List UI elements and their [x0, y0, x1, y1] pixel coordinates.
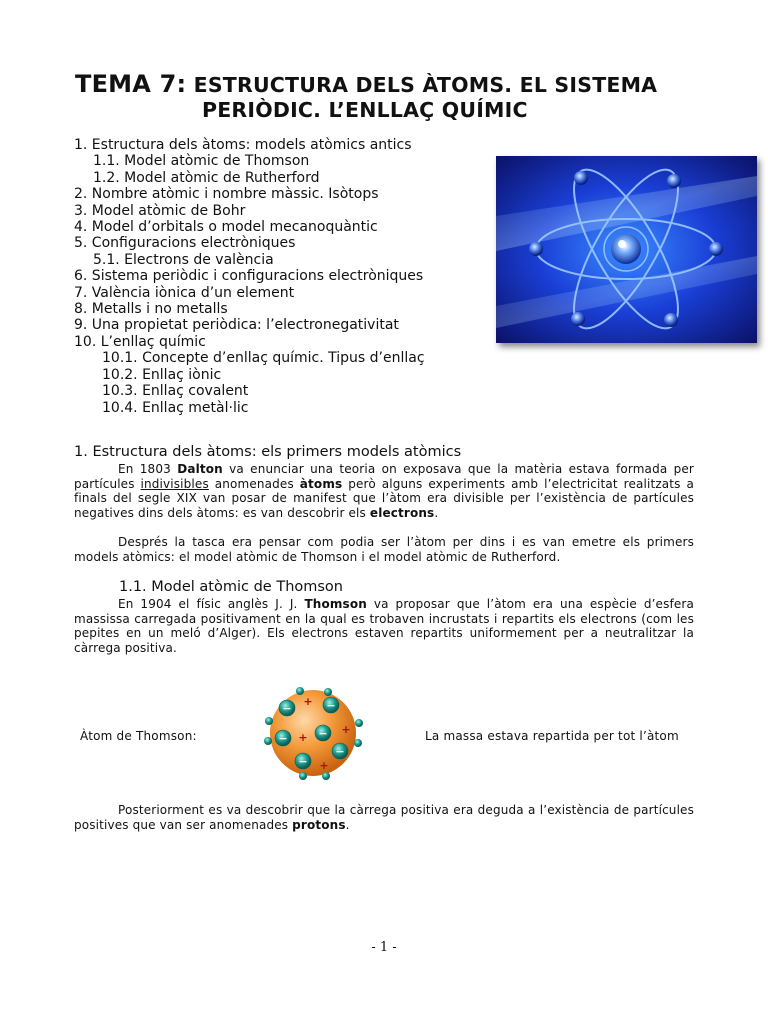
svg-text:−: − [278, 732, 288, 745]
svg-text:−: − [298, 755, 308, 768]
toc-item: 7. València iònica d’un element [74, 284, 295, 301]
paragraph-protons: Posteriorment es va descobrir que la càrrega positiva era deguda a l’existència de partícules positives que van ser anomenades protons. [74, 803, 694, 832]
paragraph-dalton: En 1803 Dalton va enunciar una teoria on exposava que la matèria estava formada per partícules indivisibles anomenades àtoms però alguns experiments amb l’electricitat realitzats a finals del segle XIX van posar de manifest que l’àtom era divisible per l’existència de partícules negatives dins dels àtoms: es van descobrir els electrons. [74, 462, 695, 521]
thomson-model-diagram [258, 683, 368, 783]
paragraph-thomson: En 1904 el físic anglès J. J. Thomson va proposar que l’àtom era una espècie d’esfera massissa carregada positivament en la qual es trobaven incrustats i repartits els electrons (com les pepites en un meló d’Alger). Els electrons estaven repartits uniformement per a neutralitzar la càrrega positiva. [74, 597, 694, 656]
toc-item: 2. Nombre atòmic i nombre màssic. Isòtops [74, 186, 379, 203]
svg-text:−: − [335, 745, 345, 758]
toc-item: 1.1. Model atòmic de Thomson [93, 153, 310, 170]
toc-item: 1.2. Model atòmic de Rutherford [93, 169, 320, 186]
svg-text:−: − [282, 702, 292, 715]
title-prefix: TEMA 7: [75, 70, 187, 98]
atom-illustration [496, 156, 757, 343]
title-line-2: PERIÒDIC. L’ENLLAÇ QUÍMIC [202, 98, 528, 122]
toc-item: 4. Model d’orbitals o model mecanoquàntic [74, 219, 378, 236]
toc-item: 10.4. Enllaç metàl·lic [102, 399, 249, 416]
toc-item: 10.2. Enllaç iònic [102, 366, 222, 383]
svg-text:+: + [303, 695, 313, 708]
svg-text:+: + [319, 759, 329, 772]
thomson-caption-label: Àtom de Thomson: [80, 729, 197, 743]
svg-text:+: + [298, 731, 308, 744]
toc-item: 9. Una propietat periòdica: l’electronegativitat [74, 317, 399, 334]
toc-item: 6. Sistema periòdic i configuracions electròniques [74, 268, 424, 285]
toc-item: 10.1. Concepte d’enllaç químic. Tipus d’enllaç [102, 350, 425, 367]
toc-item: 3. Model atòmic de Bohr [74, 202, 246, 219]
svg-text:−: − [318, 727, 328, 740]
svg-text:+: + [341, 723, 351, 736]
toc-item: 10.3. Enllaç covalent [102, 383, 249, 400]
toc-item: 10. L’enllaç químic [74, 333, 206, 350]
page-number: - 1 - [371, 940, 397, 955]
thomson-caption-description: La massa estava repartida per tot l’àtom [425, 729, 679, 743]
toc-item: 8. Metalls i no metalls [74, 301, 228, 318]
svg-text:−: − [326, 699, 336, 712]
paragraph-first-models: Després la tasca era pensar com podia ser l’àtom per dins i es van emetre els primers models atòmics: el model atòmic de Thomson i el model atòmic de Rutherford. [74, 535, 694, 564]
toc-item: 5. Configuracions electròniques [74, 235, 296, 252]
table-of-contents [74, 137, 425, 416]
title-line-1: ESTRUCTURA DELS ÀTOMS. EL SISTEMA [193, 73, 658, 97]
page-title [75, 70, 657, 98]
toc-item: 5.1. Electrons de valència [93, 251, 274, 268]
toc-item: 1. Estructura dels àtoms: models atòmics antics [74, 137, 412, 153]
subsection-1-1-heading: 1.1. Model atòmic de Thomson [119, 579, 343, 595]
section-1-heading: 1. Estructura dels àtoms: els primers models atòmics [74, 444, 462, 460]
